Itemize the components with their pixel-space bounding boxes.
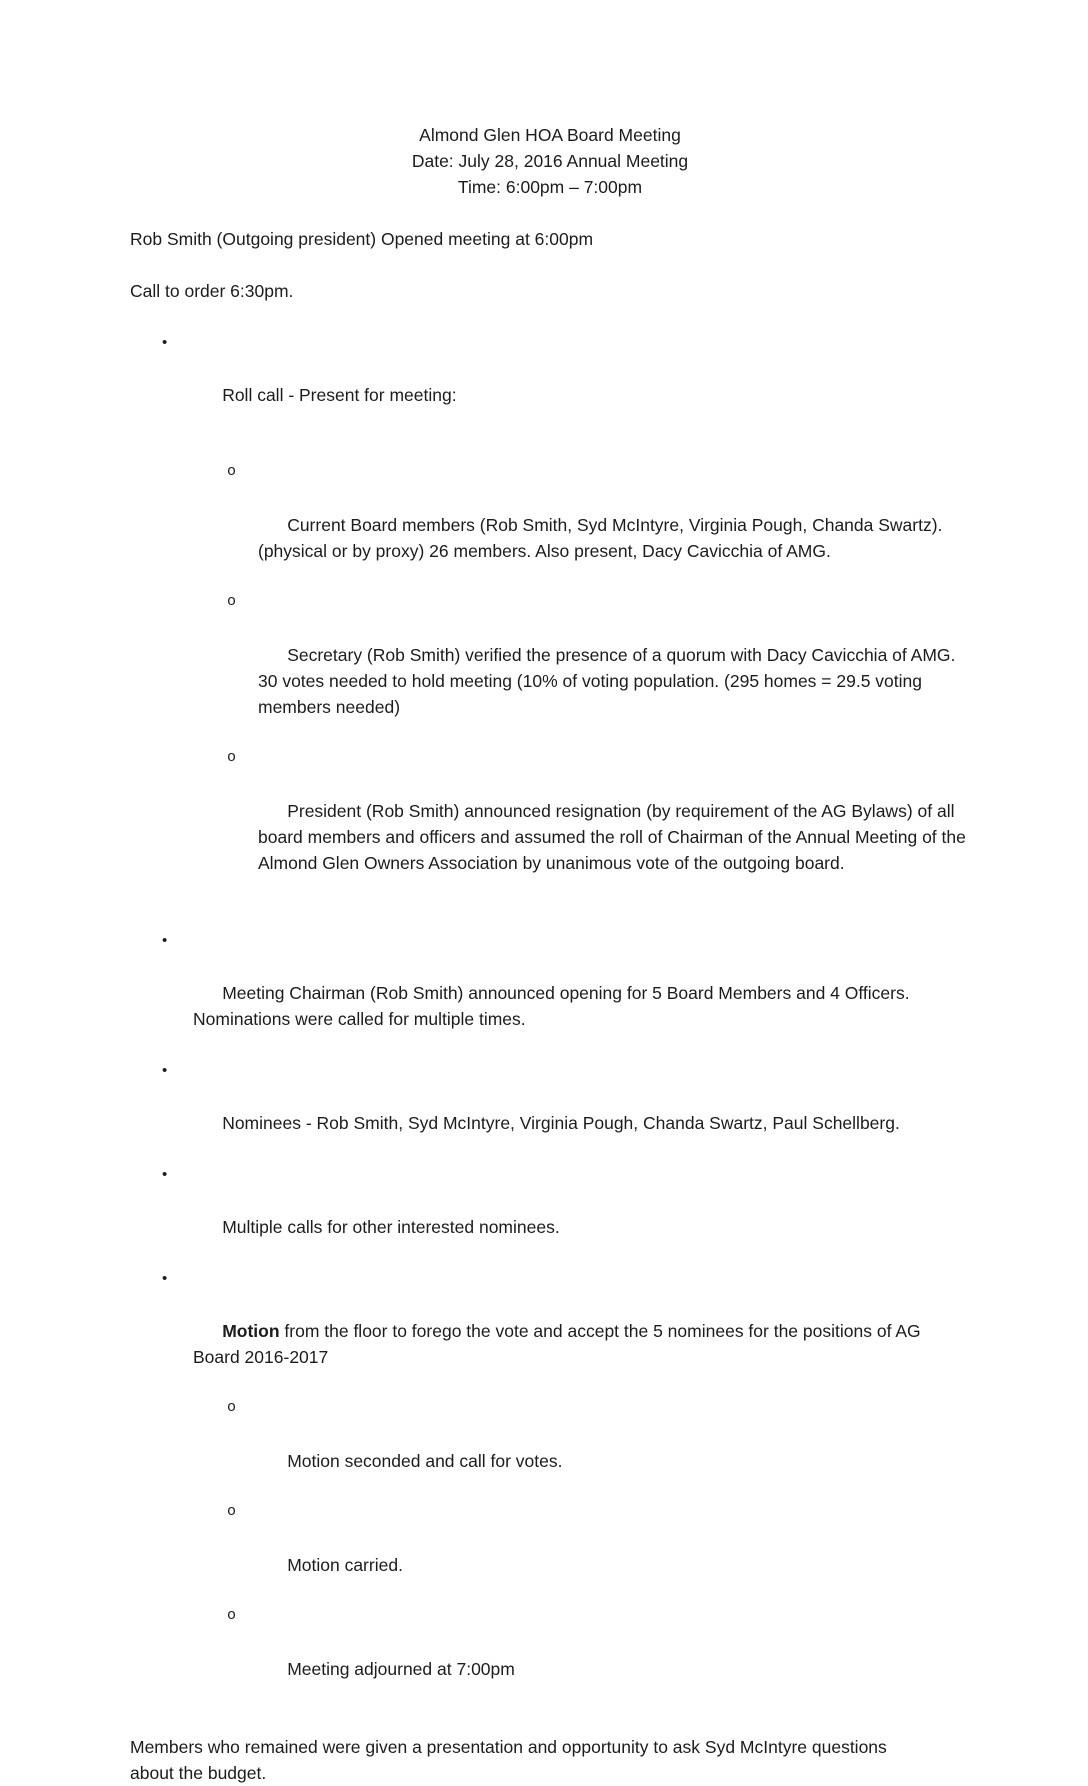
document-date-line: Date: July 28, 2016 Annual Meeting: [411, 151, 689, 171]
spacer: [130, 200, 970, 226]
list-item-text: President (Rob Smith) announced resignation (by requirement of the AG Bylaws) of all board members and officers and assumed the roll of Chairman of the Annual Meeting of the Almond Glen Owners Association by unanimous vote of the outgoing board.: [258, 801, 970, 873]
motion-bold-text: Motion: [222, 1321, 280, 1341]
list-item-text: Meeting adjourned at 7:00pm: [287, 1659, 515, 1679]
circle-bullet-marker: o: [227, 593, 237, 610]
call-to-order-paragraph: Call to order 6:30pm.: [130, 281, 294, 301]
circle-bullet-marker: o: [227, 1607, 237, 1624]
spacer: [130, 304, 970, 330]
bullet-marker: •: [162, 1062, 168, 1079]
list-item-roll-call: [130, 330, 970, 434]
spacer: [130, 434, 970, 460]
bullet-marker: •: [162, 932, 168, 949]
closing-paragraph: Members who remained were given a presentation and opportunity to ask Syd McIntyre questions about the budget.: [130, 1737, 892, 1783]
bullet-marker: •: [162, 1270, 168, 1287]
list-item-motion-seconded: [130, 1396, 970, 1500]
list-item-president-resignation: [130, 746, 970, 902]
circle-bullet-marker: o: [227, 463, 237, 480]
list-item-motion: [130, 1266, 970, 1396]
document-title: Almond Glen HOA Board Meeting: [419, 125, 681, 145]
circle-bullet-marker: o: [227, 1399, 237, 1416]
list-item-text: Motion seconded and call for votes.: [287, 1451, 563, 1471]
circle-bullet-marker: o: [227, 1503, 237, 1520]
list-item-text: Nominees - Rob Smith, Syd McIntyre, Virginia Pough, Chanda Swartz, Paul Schellberg.: [222, 1113, 900, 1133]
list-item-secretary-quorum: [130, 590, 970, 746]
opening-paragraph: Rob Smith (Outgoing president) Opened meeting at 6:00pm: [130, 229, 594, 249]
list-item-multiple-calls: [130, 1162, 970, 1266]
spacer: [130, 1708, 970, 1734]
list-item-text: Roll call - Present for meeting:: [222, 385, 457, 405]
list-item-text: Secretary (Rob Smith) verified the presence of a quorum with Dacy Cavicchia of AMG. 30 votes needed to hold meeting (10% of voting population. (295 homes = 29.5 voting members needed): [258, 645, 961, 717]
list-item-text: Meeting Chairman (Rob Smith) announced opening for 5 Board Members and 4 Officers. Nominations were called for multiple times.: [193, 983, 915, 1029]
circle-bullet-marker: o: [227, 749, 237, 766]
list-item-current-board: [130, 460, 970, 590]
meeting-minutes-document: [130, 122, 970, 1786]
list-item-text: Multiple calls for other interested nominees.: [222, 1217, 560, 1237]
list-item-text: from the floor to forego the vote and accept the 5 nominees for the positions of AG Board 2016-2017: [193, 1321, 926, 1367]
list-item-meeting-adjourned: [130, 1604, 970, 1708]
list-item-nominees: [130, 1058, 970, 1162]
document-title-block: [130, 122, 970, 200]
list-item-chairman-announcement: [130, 928, 970, 1058]
list-item-motion-carried: [130, 1500, 970, 1604]
spacer: [130, 902, 970, 928]
list-item-text: Current Board members (Rob Smith, Syd McIntyre, Virginia Pough, Chanda Swartz). (physical or by proxy) 26 members. Also present, Dacy Cavicchia of AMG.: [258, 515, 953, 561]
bullet-marker: •: [162, 1166, 168, 1183]
list-item-text: Motion carried.: [287, 1555, 403, 1575]
spacer: [130, 252, 970, 278]
document-time-line: Time: 6:00pm – 7:00pm: [457, 177, 643, 197]
bullet-marker: •: [162, 334, 168, 351]
